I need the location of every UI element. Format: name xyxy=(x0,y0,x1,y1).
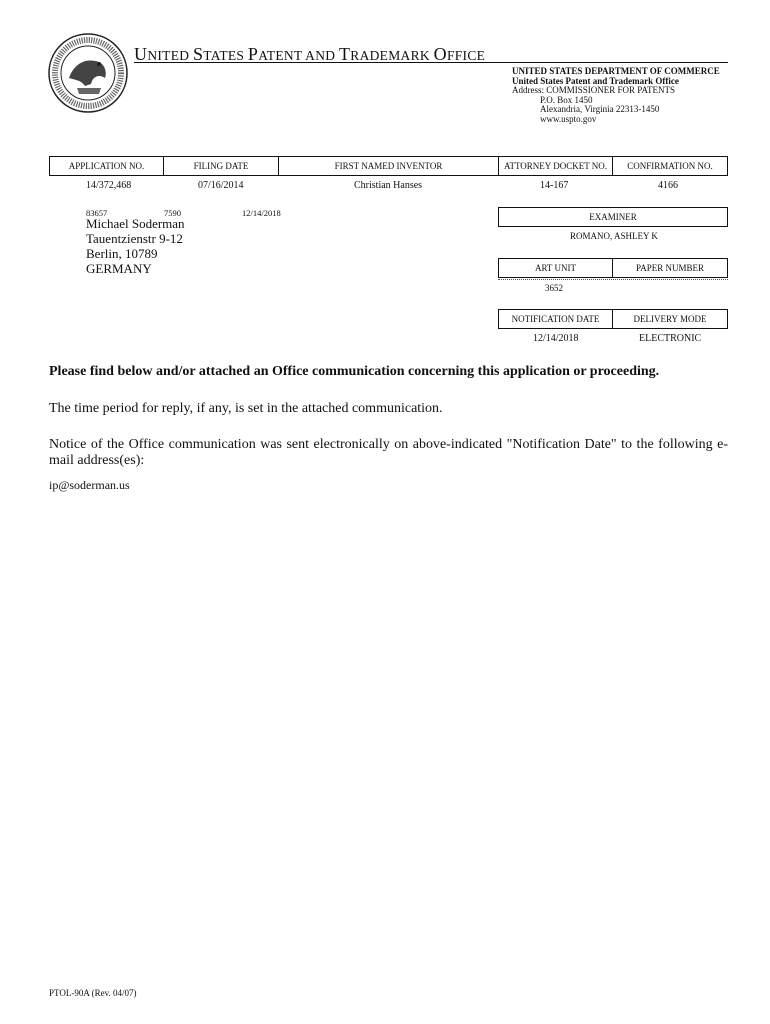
col-attorney-docket-no: ATTORNEY DOCKET NO. xyxy=(499,156,613,176)
correspondence-code: 7590 xyxy=(164,208,181,218)
dept-line: P.O. Box 1450 xyxy=(540,94,593,105)
notification-date-label: NOTIFICATION DATE xyxy=(498,309,613,329)
art-unit-divider xyxy=(498,279,728,280)
office-title: UNITED STATES PATENT AND TRADEMARK OFFICE xyxy=(134,44,486,64)
department-address xyxy=(512,67,720,124)
time-period-text: The time period for reply, if any, is set in the attached communication. xyxy=(49,401,443,416)
address-city: Berlin, 10789 xyxy=(86,246,158,261)
examiner-label: EXAMINER xyxy=(498,207,728,227)
inventor-value: Christian Hanses xyxy=(354,180,423,191)
dept-line: Alexandria, Virginia 22313-1450 xyxy=(540,104,660,114)
col-filing-date: FILING DATE xyxy=(164,156,279,176)
dept-line: Address: COMMISSIONER FOR PATENTS xyxy=(512,85,675,95)
art-unit-label: ART UNIT xyxy=(498,258,613,278)
customer-number: 83657 xyxy=(86,208,108,218)
correspondence-address xyxy=(86,216,185,276)
address-country: GERMANY xyxy=(86,261,152,276)
delivery-mode-label: DELIVERY MODE xyxy=(613,309,728,329)
paper-number-label: PAPER NUMBER xyxy=(613,258,728,278)
delivery-mode-value: ELECTRONIC xyxy=(639,333,702,344)
application-header-table xyxy=(49,156,728,176)
header-rule xyxy=(134,62,728,63)
addressee-name: Michael Soderman xyxy=(86,216,185,231)
confirmation-no-value: 4166 xyxy=(658,180,678,191)
dept-line: www.uspto.gov xyxy=(540,113,597,124)
notification-date-value: 12/14/2018 xyxy=(533,333,579,344)
address-street: Tauentzienstr 9-12 xyxy=(86,231,183,246)
dept-line: UNITED STATES DEPARTMENT OF COMMERCE xyxy=(512,66,720,76)
col-application-no: APPLICATION NO. xyxy=(49,156,164,176)
form-identifier: PTOL-90A (Rev. 04/07) xyxy=(49,988,137,998)
filing-date-value: 07/16/2014 xyxy=(198,180,244,191)
uspto-seal-icon xyxy=(47,32,129,114)
col-first-named-inventor: FIRST NAMED INVENTOR xyxy=(279,156,499,176)
mailing-date: 12/14/2018 xyxy=(242,208,281,218)
col-confirmation-no: CONFIRMATION NO. xyxy=(613,156,728,176)
communication-headline: Please find below and/or attached an Office communication concerning this application or proceeding. xyxy=(49,364,660,379)
application-no-value: 14/372,468 xyxy=(86,180,132,191)
docket-no-value: 14-167 xyxy=(540,180,569,191)
examiner-name: ROMANO, ASHLEY K xyxy=(570,231,658,241)
notice-text: Notice of the Office communication was sent electronically on above-indicated "Notification Date" to the following e-mail address(es): xyxy=(49,437,728,468)
art-unit-value: 3652 xyxy=(545,283,563,293)
email-address: ip@soderman.us xyxy=(49,478,130,492)
dept-line: United States Patent and Trademark Office xyxy=(512,75,679,86)
